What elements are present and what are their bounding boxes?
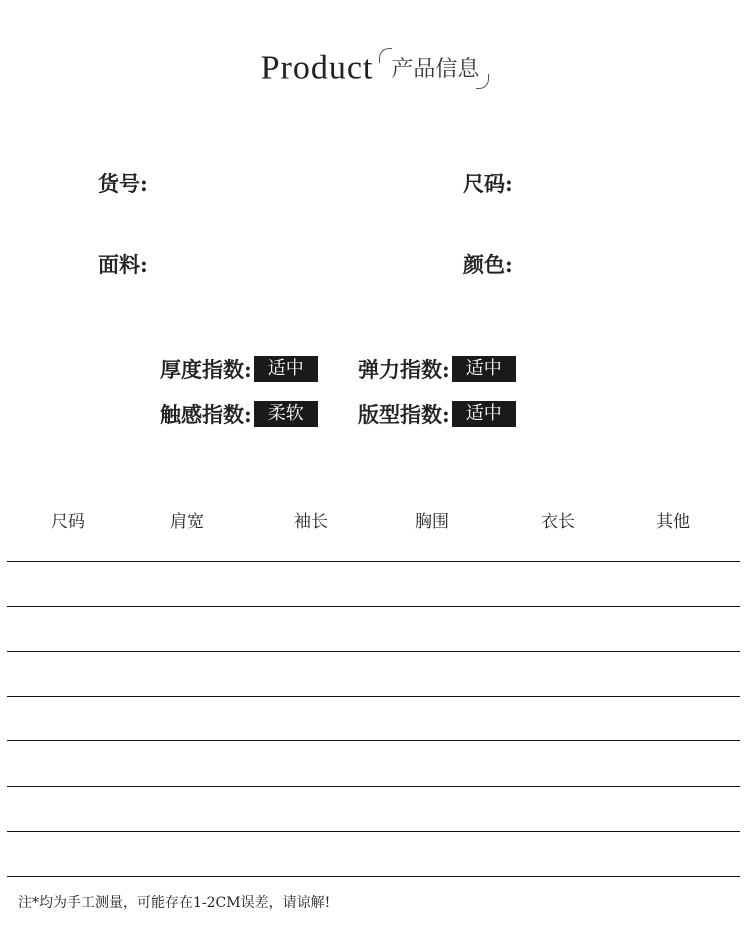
table-header-other: 其他 xyxy=(656,512,690,532)
page-title xyxy=(0,48,750,89)
fabric-label: 面料: xyxy=(98,252,148,277)
table-header-sleeve: 袖长 xyxy=(294,512,328,532)
thickness-index-label: 厚度指数: xyxy=(160,357,252,382)
bracket-top-left-decoration xyxy=(379,48,392,63)
measurement-note: 注*均为手工测量，可能存在1-2CM误差，请谅解! xyxy=(18,895,331,911)
table-row-line xyxy=(7,561,740,562)
table-header-length: 衣长 xyxy=(541,512,575,532)
fit-index-value: 适中 xyxy=(452,401,516,427)
fit-index-label: 版型指数: xyxy=(358,402,450,427)
table-row-line xyxy=(7,606,740,607)
table-row-line xyxy=(7,831,740,832)
elasticity-index-label: 弹力指数: xyxy=(358,357,450,382)
item-number-label: 货号: xyxy=(98,171,148,196)
table-header-shoulder: 肩宽 xyxy=(170,512,204,532)
title-chinese: 产品信息 xyxy=(391,57,480,82)
title-chinese-frame xyxy=(379,48,489,89)
touch-index-label: 触感指数: xyxy=(160,402,252,427)
size-label: 尺码: xyxy=(463,171,513,196)
table-row-line xyxy=(7,651,740,652)
bracket-bottom-right-decoration xyxy=(476,74,489,89)
thickness-index xyxy=(160,354,318,384)
elasticity-index xyxy=(358,354,516,384)
title-english: Product xyxy=(260,49,374,87)
fit-index xyxy=(358,399,516,429)
table-header-size: 尺码 xyxy=(51,512,85,532)
thickness-index-value: 适中 xyxy=(254,356,318,382)
elasticity-index-value: 适中 xyxy=(452,356,516,382)
color-label: 颜色: xyxy=(463,252,513,277)
touch-index-value: 柔软 xyxy=(254,401,318,427)
touch-index xyxy=(160,399,318,429)
table-row-line xyxy=(7,696,740,697)
table-row-line xyxy=(7,786,740,787)
table-row-line xyxy=(7,740,740,741)
table-row-line xyxy=(7,876,740,877)
table-header-chest: 胸围 xyxy=(415,512,449,532)
